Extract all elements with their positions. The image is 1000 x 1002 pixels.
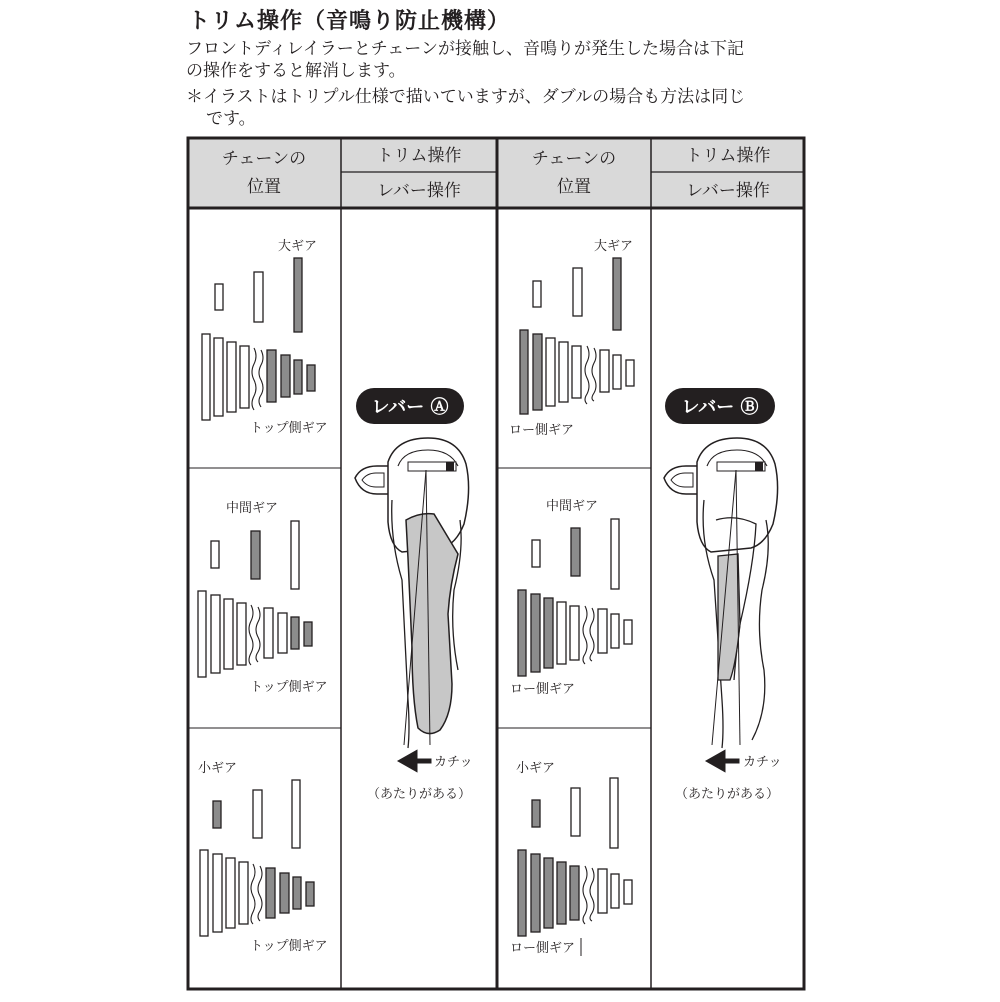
contact-label: （あたりがある）: [674, 787, 780, 802]
col-header-chain-1b: 位置: [247, 177, 281, 197]
left-row-large-gear: [202, 238, 328, 436]
gear-label: 小ギア: [516, 761, 556, 776]
gear-label: 大ギア: [278, 239, 318, 254]
lever-a-illustration: [355, 388, 473, 802]
gear-label: 中間ギア: [226, 501, 279, 516]
col-header-chain-1a: チェーンの: [221, 149, 307, 169]
side-label: ロー側ギア: [509, 423, 575, 438]
intro-line-1: フロントディレイラーとチェーンが接触し、音鳴りが発生した場合は下記: [186, 39, 744, 59]
contact-label: （あたりがある）: [366, 787, 472, 802]
side-label: ロー側ギア: [510, 682, 576, 697]
right-row-small-gear: [510, 761, 632, 956]
col-header-lever-2: レバー操作: [686, 181, 770, 201]
col-header-chain-2a: チェーンの: [531, 149, 617, 169]
right-row-large-gear: [509, 238, 634, 438]
col-header-lever-1: レバー操作: [377, 181, 461, 201]
click-label: カチッ: [743, 755, 782, 770]
lever-a-badge-label: レバー Ⓐ: [371, 397, 449, 418]
gear-label: 大ギア: [594, 239, 634, 254]
right-row-middle-gear: [510, 498, 632, 697]
left-row-small-gear: [198, 761, 328, 954]
gear-label: 小ギア: [198, 761, 238, 776]
note-line-1: ＊イラストはトリプル仕様で描いていますが、ダブルの場合も方法は同じ: [186, 87, 746, 107]
intro-line-2: の操作をすると解消します。: [186, 61, 406, 81]
lever-b-illustration: [664, 388, 782, 802]
side-label: トップ側ギア: [250, 939, 328, 954]
click-label: カチッ: [434, 755, 473, 770]
note-line-2: です。: [206, 109, 256, 129]
col-header-trim-2: トリム操作: [685, 146, 771, 166]
left-row-middle-gear: [198, 500, 328, 695]
side-label: ロー側ギア: [510, 941, 576, 956]
gear-label: 中間ギア: [546, 499, 599, 514]
side-label: トップ側ギア: [250, 680, 328, 695]
page-title: トリム操作（音鳴り防止機構）: [188, 9, 511, 34]
lever-b-badge-label: レバー Ⓑ: [681, 397, 759, 418]
col-header-chain-2b: 位置: [557, 177, 591, 197]
col-header-trim-1: トリム操作: [376, 146, 462, 166]
side-label: トップ側ギア: [250, 421, 328, 436]
